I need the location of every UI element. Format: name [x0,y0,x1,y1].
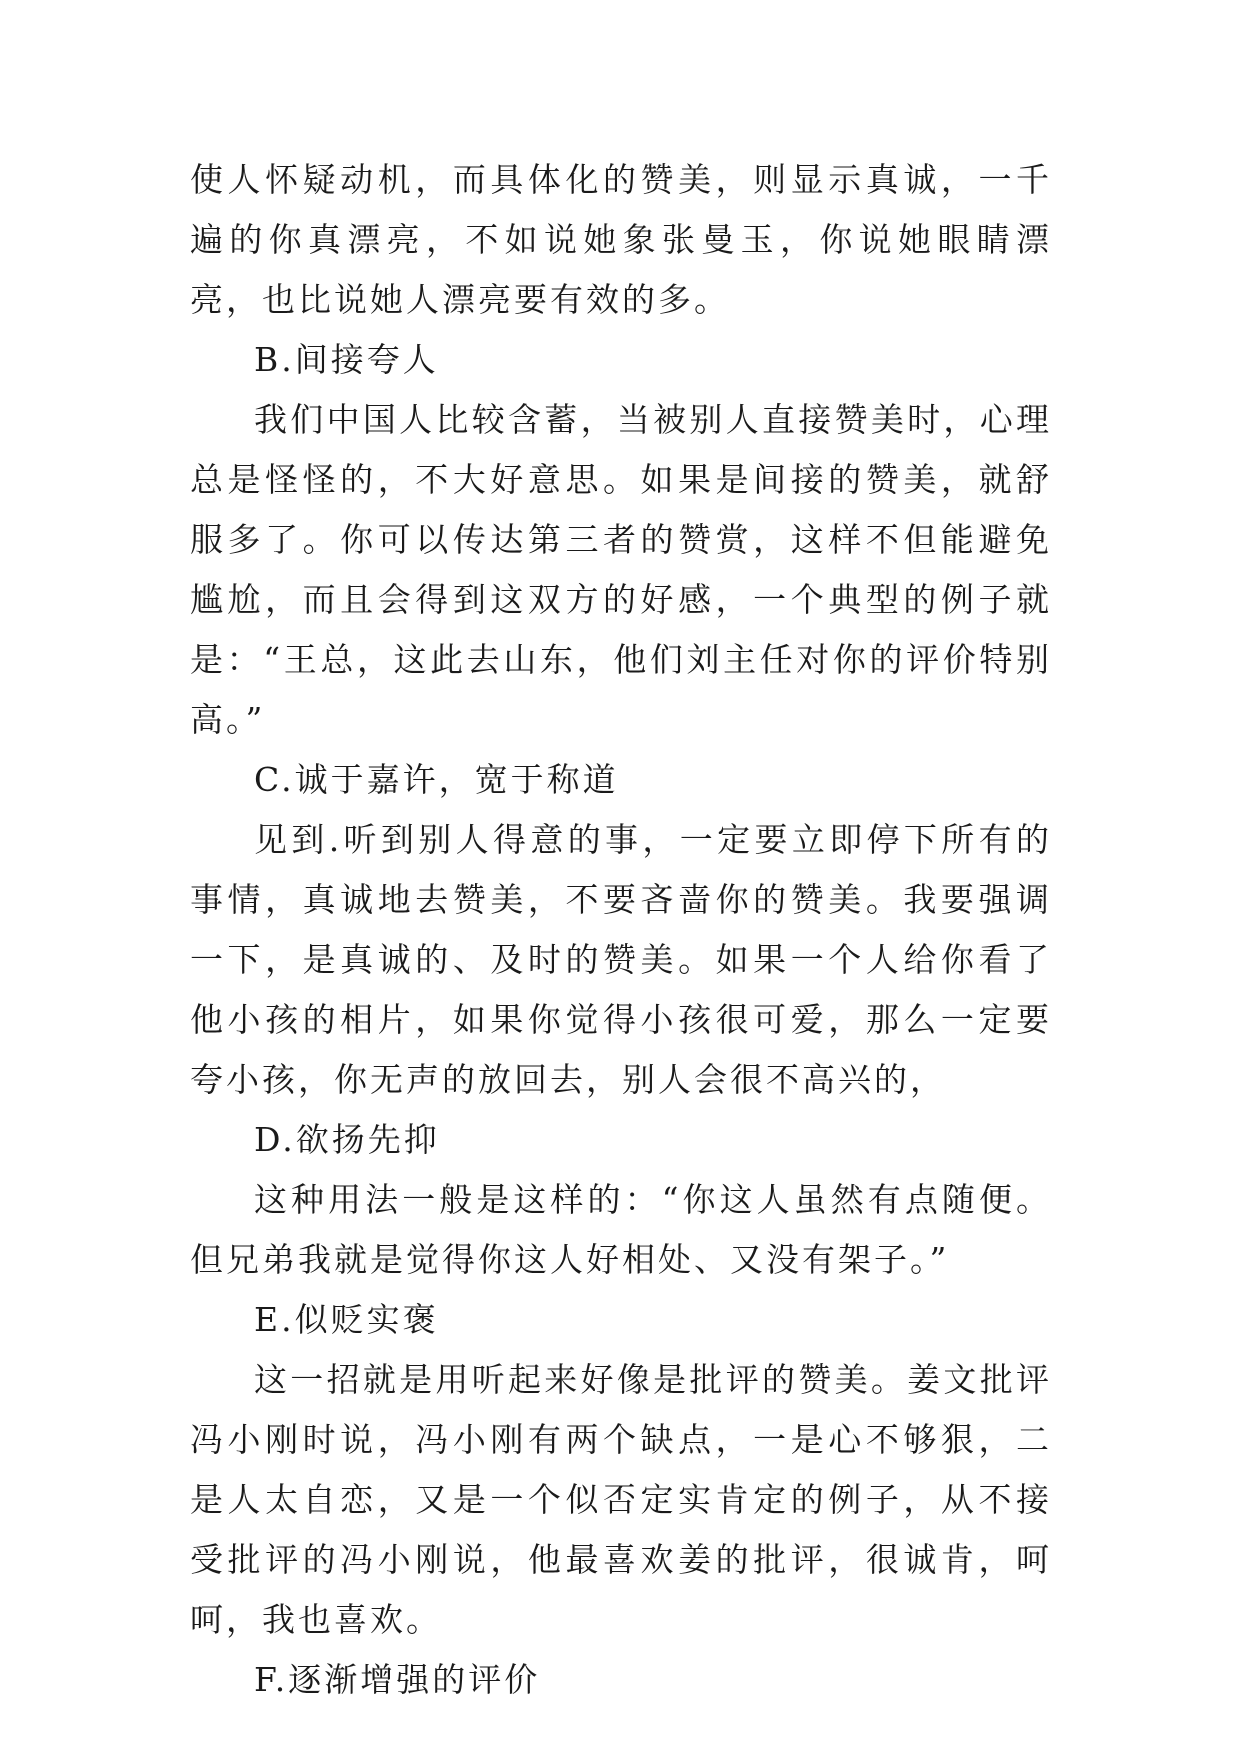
heading-f: F.逐渐增强的评价 [254,1660,541,1699]
document-page [190,150,1052,1710]
heading-b: B.间接夸人 [254,340,439,379]
heading-e: E.似贬实褒 [254,1300,439,1339]
heading-c: C.诚于嘉许，宽于称道 [254,760,619,799]
heading-d: D.欲扬先抑 [254,1120,440,1159]
paragraph-intro: 使人怀疑动机，而具体化的赞美，则显示真诚，一千遍的你真漂亮，不如说她象张曼玉，你说她眼睛漂亮，也比说她人漂亮要有效的多。 [190,160,1052,319]
paragraph-d: 这种用法一般是这样的：“你这人虽然有点随便。但兄弟我就是觉得你这人好相处、又没有架子。” [190,1180,1052,1279]
paragraph-e: 这一招就是用听起来好像是批评的赞美。姜文批评冯小刚时说，冯小刚有两个缺点，一是心不够狠，二是人太自恋，又是一个似否定实肯定的例子，从不接受批评的冯小刚说，他最喜欢姜的批评，很诚肯，呵呵，我也喜欢。 [190,1360,1052,1639]
paragraph-c: 见到.听到别人得意的事，一定要立即停下所有的事情，真诚地去赞美，不要吝啬你的赞美。我要强调一下，是真诚的、及时的赞美。如果一个人给你看了他小孩的相片，如果你觉得小孩很可爱，那么一定要夸小孩，你无声的放回去，别人会很不高兴的， [190,820,1052,1099]
paragraph-b: 我们中国人比较含蓄，当被别人直接赞美时，心理总是怪怪的，不大好意思。如果是间接的赞美，就舒服多了。你可以传达第三者的赞赏，这样不但能避免尴尬，而且会得到这双方的好感，一个典型的例子就是：“王总，这此去山东，他们刘主任对你的评价特别高。” [190,400,1052,739]
